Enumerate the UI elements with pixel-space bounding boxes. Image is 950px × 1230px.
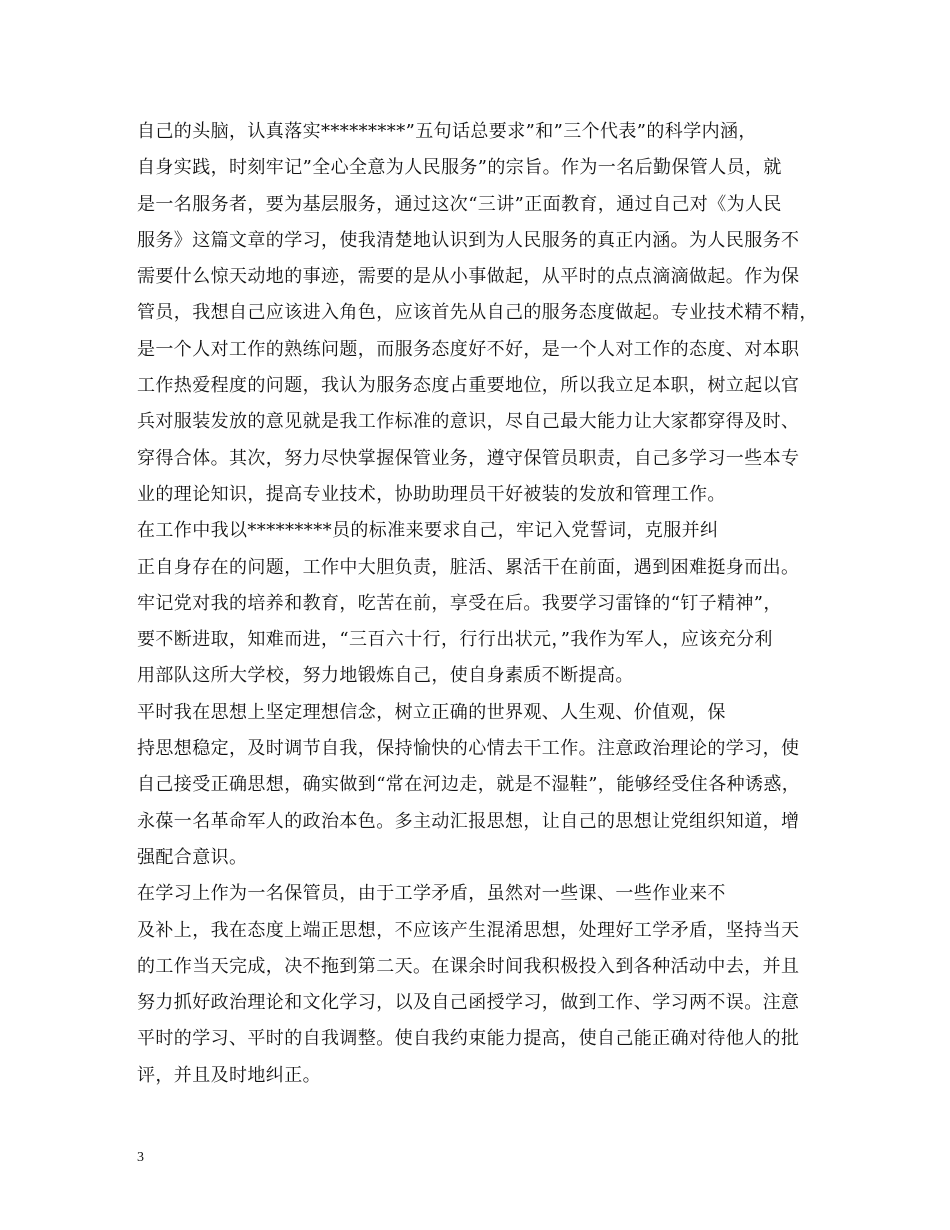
body-line: 要不断进取，知难而进，“三百六十行，行行出状元，”我作为军人，应该充分利 bbox=[137, 629, 773, 651]
body-line: 自身实践，时刻牢记”全心全意为人民服务”的宗旨。作为一名后勤保管人员，就 bbox=[137, 157, 782, 179]
body-line: 自己接受正确思想，确实做到“常在河边走，就是不湿鞋”，能够经受住各种诱惑， bbox=[137, 774, 801, 796]
page-number: 3 bbox=[137, 1150, 144, 1165]
body-line: 强配合意识。 bbox=[137, 846, 248, 868]
body-line: 兵对服装发放的意见就是我工作标准的意识，尽自己最大能力让大家都穿得及时、 bbox=[137, 411, 800, 433]
body-line: 穿得合体。其次，努力尽快掌握保管业务，遵守保管员职责，自己多学习一些本专 bbox=[137, 447, 800, 469]
body-line: 评，并且及时地纠正。 bbox=[137, 1064, 321, 1086]
body-line: 工作热爱程度的问题，我认为服务态度占重要地位，所以我立足本职，树立起以官 bbox=[137, 375, 800, 397]
body-line: 努力抓好政治理论和文化学习，以及自己函授学习，做到工作、学习两不误。注意 bbox=[137, 992, 800, 1014]
body-line: 是一名服务者，要为基层服务，通过这次“三讲”正面教育，通过自己对《为人民 bbox=[137, 193, 782, 215]
body-line: 业的理论知识，提高专业技术，协助助理员干好被装的发放和管理工作。 bbox=[137, 483, 726, 505]
body-line: 平时的学习、平时的自我调整。使自我约束能力提高，使自己能正确对待他人的批 bbox=[137, 1028, 800, 1050]
body-line: 在工作中我以*********员的标准来要求自己，牢记入党誓词，克服并纠 bbox=[137, 520, 719, 542]
body-line: 在学习上作为一名保管员，由于工学矛盾，虽然对一些课、一些作业来不 bbox=[137, 883, 726, 905]
body-line: 服务》这篇文章的学习，使我清楚地认识到为人民服务的真正内涵。为人民服务不 bbox=[137, 229, 800, 251]
body-line: 永葆一名革命军人的政治本色。多主动汇报思想，让自己的思想让党组织知道，增 bbox=[137, 810, 800, 832]
body-line: 及补上，我在态度上端正思想，不应该产生混淆思想，处理好工学矛盾，坚持当天 bbox=[137, 919, 800, 941]
body-line: 的工作当天完成，决不拖到第二天。在课余时间我积极投入到各种活动中去，并且 bbox=[137, 955, 800, 977]
body-line: 用部队这所大学校，努力地锻炼自己，使自身素质不断提高。 bbox=[137, 665, 634, 687]
body-line: 平时我在思想上坚定理想信念，树立正确的世界观、人生观、价值观，保 bbox=[137, 701, 726, 723]
body-line: 是一个人对工作的熟练问题，而服务态度好不好，是一个人对工作的态度、对本职 bbox=[137, 338, 800, 360]
document-body bbox=[137, 114, 827, 1094]
body-line: 正自身存在的问题，工作中大胆负责，脏活、累活干在前面，遇到困难挺身而出。 bbox=[137, 556, 800, 578]
body-line: 需要什么惊天动地的事迹，需要的是从小事做起，从平时的点点滴滴做起。作为保 bbox=[137, 266, 800, 288]
body-line: 自己的头脑，认真落实*********”五句话总要求”和”三个代表”的科学内涵， bbox=[137, 121, 757, 142]
body-line: 管员，我想自己应该进入角色，应该首先从自己的服务态度做起。专业技术精不精， bbox=[137, 302, 818, 324]
body-line: 牢记党对我的培养和教育，吃苦在前，享受在后。我要学习雷锋的“钉子精神”， bbox=[137, 592, 782, 614]
body-line: 持思想稳定，及时调节自我，保持愉快的心情去干工作。注意政治理论的学习，使 bbox=[137, 738, 800, 760]
